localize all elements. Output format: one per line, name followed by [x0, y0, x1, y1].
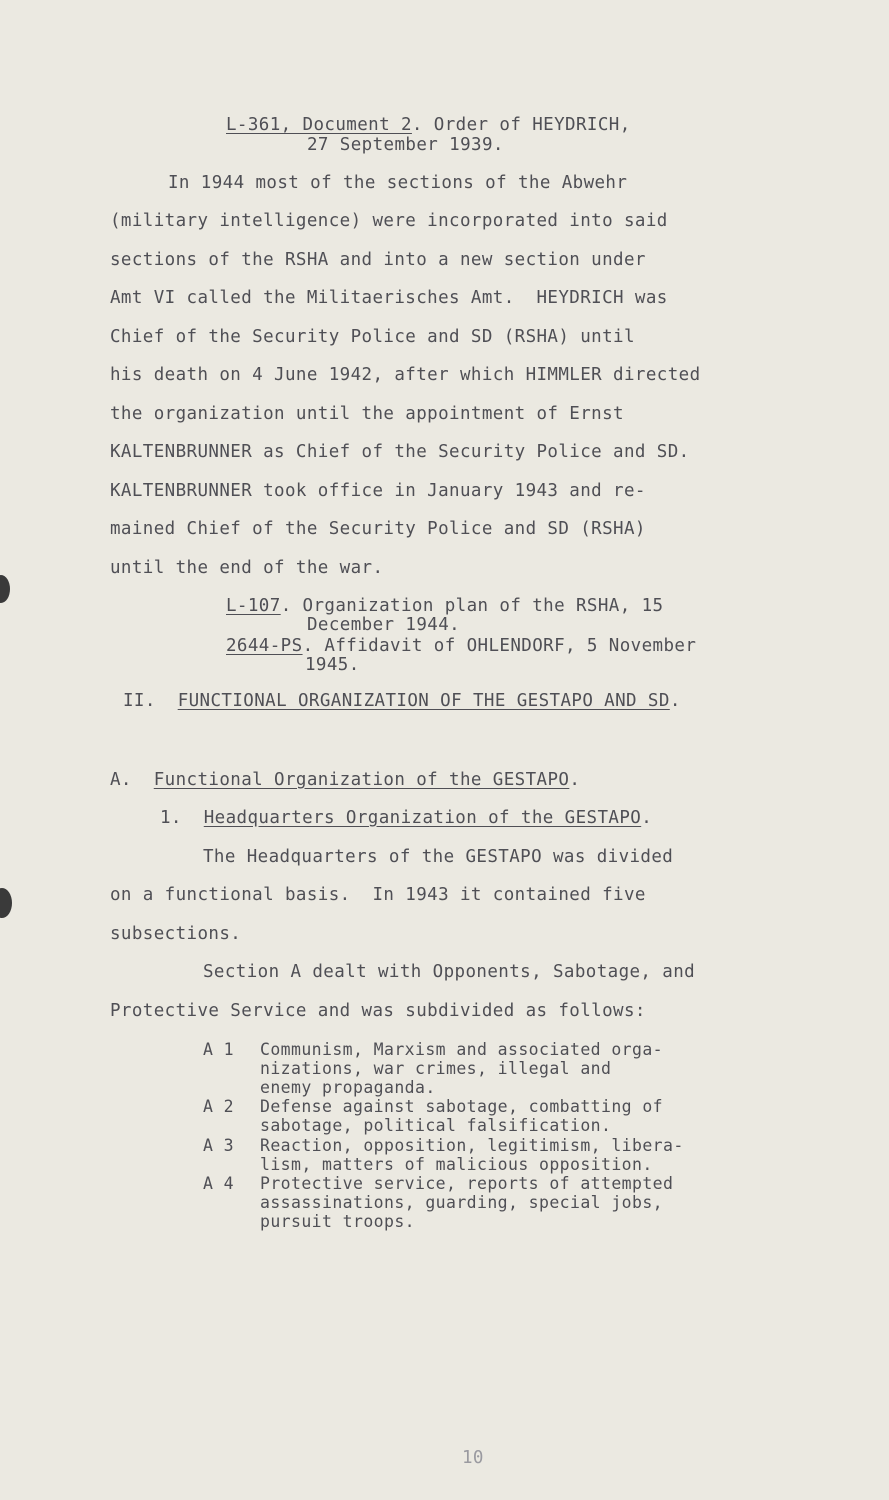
binder-hole-bottom [0, 888, 12, 918]
list-item-code: A 2 [203, 1097, 235, 1116]
citation-2 [226, 636, 696, 656]
list-item-text: sabotage, political falsification. [260, 1116, 612, 1135]
section-ii-numeral: II. [123, 691, 156, 711]
body-line: Protective Service and was subdivided as follows: [110, 1001, 646, 1021]
document-reference [226, 115, 631, 135]
section-ii-period: . [669, 691, 681, 711]
list-item-text: Defense against sabotage, combatting of [260, 1097, 664, 1116]
citation-2-ref: 2644-PS [226, 636, 303, 656]
body-line: on a functional basis. In 1943 it contained five [110, 885, 646, 905]
body-line: until the end of the war. [110, 558, 384, 578]
body-line: subsections. [110, 924, 242, 944]
body-line: Section A dealt with Opponents, Sabotage, and [203, 962, 696, 982]
body-line: (military intelligence) were incorporated into said [110, 211, 668, 231]
body-line: The Headquarters of the GESTAPO was divided [203, 847, 674, 867]
list-item-code: A 1 [203, 1040, 235, 1059]
citation-1-continued: December 1944. [307, 615, 461, 635]
section-ii-heading [123, 691, 681, 711]
subsection-a-title: Functional Organization of the GESTAPO [153, 770, 570, 790]
subsection-a-heading [110, 770, 580, 790]
section-ii-title: FUNCTIONAL ORGANIZATION OF THE GESTAPO AND SD [177, 691, 670, 711]
list-item-text: Reaction, opposition, legitimism, libera- [260, 1136, 684, 1155]
list-item-text: nizations, war crimes, illegal and [260, 1059, 612, 1078]
body-line: his death on 4 June 1942, after which HIMMLER directed [110, 365, 701, 385]
document-ref-id: L-361, Document 2 [226, 115, 412, 135]
page-number: 10 [462, 1448, 484, 1468]
subsection-1-period: . [641, 808, 653, 828]
subsection-1-title: Headquarters Organization of the GESTAPO [203, 808, 642, 828]
body-line: In 1944 most of the sections of the Abwehr [168, 173, 628, 193]
body-line: KALTENBRUNNER as Chief of the Security Police and SD. [110, 442, 690, 462]
list-item-text: lism, matters of malicious opposition. [260, 1155, 653, 1174]
document-date: 27 September 1939. [307, 135, 504, 155]
list-item-text: Communism, Marxism and associated orga- [260, 1040, 664, 1059]
body-line: KALTENBRUNNER took office in January 1943 and re- [110, 481, 646, 501]
citation-2-text: . Affidavit of OHLENDORF, 5 November [302, 636, 697, 656]
subsection-1-heading [160, 808, 652, 828]
list-item-text: enemy propaganda. [260, 1078, 436, 1097]
subsection-a-letter: A. [110, 770, 132, 790]
body-line: the organization until the appointment of Ernst [110, 404, 624, 424]
body-line: Chief of the Security Police and SD (RSHA) until [110, 327, 635, 347]
citation-1 [226, 596, 663, 616]
document-ref-title: . Order of HEYDRICH, [411, 115, 631, 135]
citation-2-continued: 1945. [305, 655, 360, 675]
list-item-text: assassinations, guarding, special jobs, [260, 1193, 664, 1212]
list-item-text: pursuit troops. [260, 1212, 416, 1231]
list-item-text: Protective service, reports of attempted [260, 1174, 674, 1193]
citation-1-ref: L-107 [226, 596, 281, 616]
body-line: Amt VI called the Militaerisches Amt. HEYDRICH was [110, 288, 668, 308]
binder-hole-top [0, 575, 10, 603]
list-item-code: A 3 [203, 1136, 235, 1155]
body-line: sections of the RSHA and into a new section under [110, 250, 646, 270]
body-line: mained Chief of the Security Police and SD (RSHA) [110, 519, 646, 539]
subsection-a-period: . [569, 770, 581, 790]
list-item-code: A 4 [203, 1174, 235, 1193]
subsection-1-number: 1. [160, 808, 182, 828]
citation-1-text: . Organization plan of the RSHA, 15 [280, 596, 664, 616]
